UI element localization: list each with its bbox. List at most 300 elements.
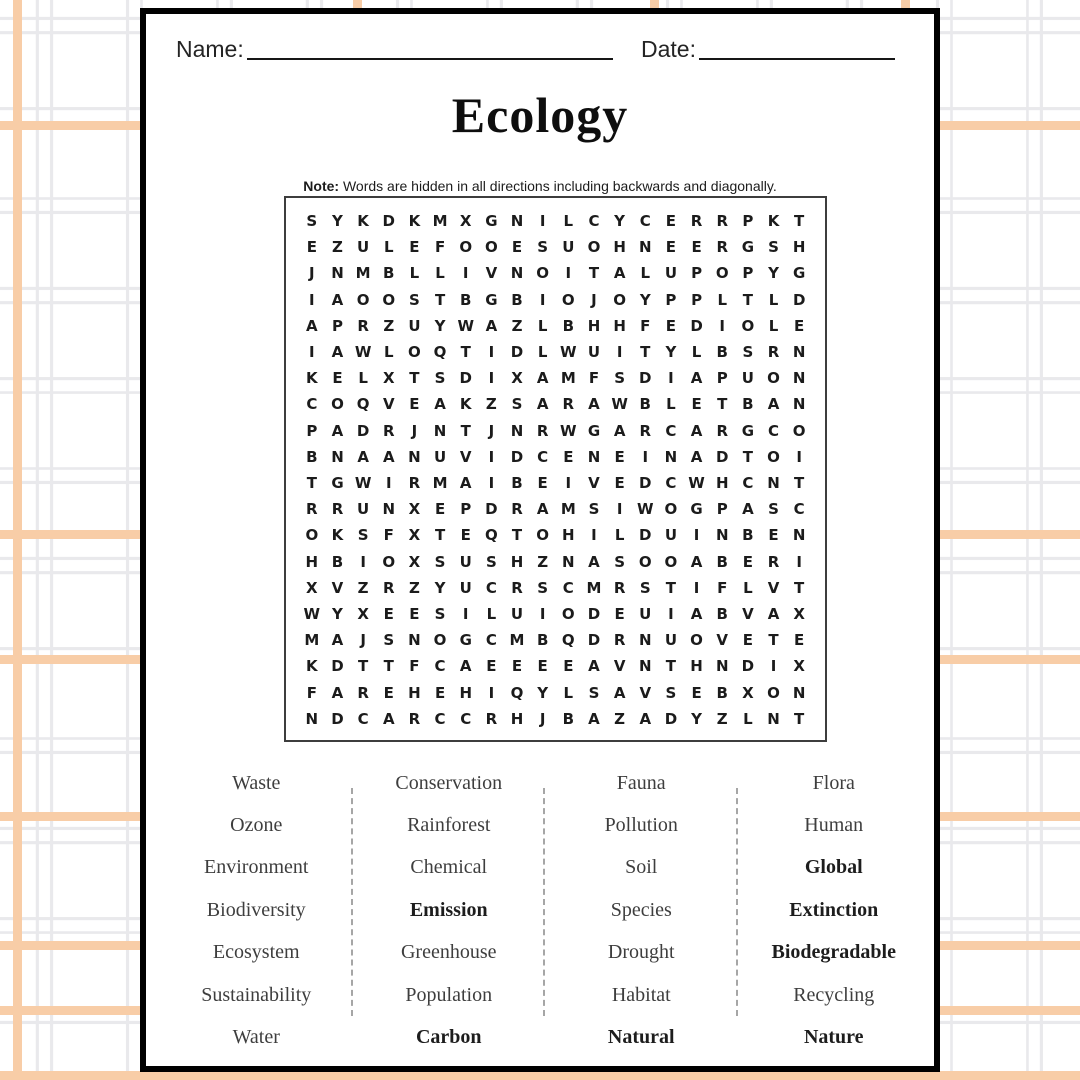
grid-letter: H [792, 238, 806, 257]
page-title: Ecology [451, 87, 629, 143]
grid-letter: E [794, 316, 805, 335]
word-list-item: Greenhouse [400, 941, 497, 964]
grid-letter: R [767, 552, 780, 571]
grid-letter: G [741, 238, 755, 257]
grid-letter: S [357, 526, 369, 545]
grid-letter: B [716, 552, 728, 571]
grid-letter: N [767, 709, 780, 728]
grid-letter: S [665, 683, 677, 702]
grid-letter: M [432, 474, 448, 493]
grid-letter: D [741, 657, 755, 676]
grid-letter: X [382, 369, 395, 388]
grid-letter: A [331, 683, 344, 702]
grid-letter: K [357, 212, 369, 231]
grid-letter: U [510, 605, 524, 624]
grid-letter: P [742, 212, 754, 231]
grid-letter: F [588, 369, 600, 388]
grid-letter: E [332, 369, 343, 388]
grid-letter: A [690, 552, 703, 571]
worksheet-page [140, 8, 940, 1072]
word-column [353, 762, 546, 1059]
word-list-item: Chemical [410, 856, 488, 879]
grid-letter: V [588, 474, 600, 493]
grid-letter: N [382, 500, 396, 519]
grid-letter: N [408, 631, 421, 650]
grid-letter: P [716, 369, 728, 388]
word-column [545, 762, 738, 1059]
grid-letter: K [331, 526, 344, 545]
grid-letter: T [717, 395, 728, 414]
word-column-separator [543, 788, 545, 1016]
grid-letter: O [305, 526, 319, 545]
grid-letter: I [488, 369, 495, 388]
grid-letter: E [434, 500, 446, 519]
grid-letter: Q [561, 631, 575, 650]
grid-letter: T [794, 578, 805, 597]
grid-letter: N [510, 421, 524, 440]
grid-letter: C [357, 709, 369, 728]
grid-letter: I [565, 474, 572, 493]
grid-letter: B [383, 264, 395, 283]
grid-letter: J [411, 421, 418, 440]
grid-letter: E [614, 474, 625, 493]
grid-letter: I [309, 343, 315, 362]
word-list-item: Species [610, 898, 672, 921]
grid-letter: U [664, 264, 677, 283]
grid-letter: U [664, 631, 677, 650]
grid-letter: O [715, 264, 729, 283]
word-list-item: Water [232, 1026, 280, 1049]
grid-letter: D [459, 369, 472, 388]
grid-letter: S [485, 552, 497, 571]
grid-letter: U [562, 238, 575, 257]
grid-letter: E [563, 657, 574, 676]
grid-letter: E [691, 395, 702, 414]
grid-letter: C [460, 709, 472, 728]
grid-letter: W [354, 343, 372, 362]
grid-letter: R [716, 212, 728, 231]
grid-letter: U [459, 552, 472, 571]
grid-letter: I [488, 474, 495, 493]
grid-letter: L [768, 290, 779, 309]
grid-letter: I [539, 290, 546, 309]
grid-letter: S [768, 500, 779, 519]
grid-letter: J [488, 421, 495, 440]
grid-letter: I [385, 474, 392, 493]
grid-letter: X [306, 578, 318, 597]
note-body: Words are hidden in all directions including backwards and diagonally. [342, 178, 777, 194]
grid-letter: G [485, 290, 498, 309]
grid-letter: D [382, 212, 395, 231]
grid-letter: A [588, 395, 600, 414]
grid-letter: B [562, 316, 575, 335]
header-row [176, 36, 895, 63]
grid-letter: R [639, 421, 652, 440]
word-list-item: Flora [812, 771, 855, 794]
grid-letter: N [792, 526, 806, 545]
grid-letter: T [640, 343, 651, 362]
grid-letter: B [536, 631, 549, 650]
grid-letter: Z [716, 709, 728, 728]
grid-letter: E [768, 526, 779, 545]
grid-letter: G [793, 264, 806, 283]
grid-letter: K [306, 657, 318, 676]
grid-letter: V [382, 395, 395, 414]
grid-letter: D [510, 343, 524, 362]
grid-letter: Z [357, 578, 369, 597]
grid-letter: B [742, 526, 754, 545]
grid-letter: R [485, 709, 498, 728]
grid-letter: C [742, 474, 754, 493]
grid-letter: B [639, 395, 651, 414]
grid-letter: S [409, 290, 420, 309]
grid-letter: G [331, 474, 344, 493]
word-list-item: Carbon [415, 1026, 482, 1049]
grid-letter: L [537, 343, 548, 362]
grid-letter: G [690, 500, 703, 519]
word-list-item: Drought [607, 941, 675, 964]
grid-letter: S [588, 683, 600, 702]
word-list-item: Recycling [793, 983, 875, 1006]
word-list-item: Ozone [230, 814, 283, 837]
word-list-item: Biodegradable [771, 941, 896, 964]
grid-letter: M [560, 500, 576, 519]
grid-letter: E [691, 238, 702, 257]
grid-letter: G [485, 212, 498, 231]
grid-letter: A [613, 264, 626, 283]
grid-letter: R [511, 500, 523, 519]
grid-letter: X [357, 605, 369, 624]
grid-letter: N [331, 447, 344, 466]
grid-letter: N [510, 212, 524, 231]
grid-letter: C [562, 578, 574, 597]
grid-letter: D [664, 709, 678, 728]
grid-letter: B [511, 290, 523, 309]
grid-letter: S [588, 500, 600, 519]
grid-letter: F [306, 683, 317, 702]
grid-letter: O [382, 552, 396, 571]
word-column-separator [351, 788, 353, 1016]
grid-letter: P [742, 264, 754, 283]
grid-letter: M [509, 631, 525, 650]
grid-letter: C [485, 578, 497, 597]
grid-letter: C [793, 500, 805, 519]
grid-letter: A [639, 709, 652, 728]
grid-letter: U [639, 605, 652, 624]
grid-letter: T [409, 369, 420, 388]
word-list-item: Pollution [604, 814, 678, 837]
grid-letter: M [432, 212, 448, 231]
grid-letter: W [611, 395, 628, 414]
grid-letter: N [587, 447, 601, 466]
grid-letter: K [767, 212, 780, 231]
grid-letter: P [716, 500, 728, 519]
grid-letter: A [536, 395, 549, 414]
grid-letter: R [382, 578, 395, 597]
grid-letter: P [331, 316, 343, 335]
word-list-item: Environment [204, 856, 309, 879]
grid-letter: D [639, 526, 652, 545]
grid-letter: D [356, 421, 370, 440]
grid-letter: N [638, 657, 652, 676]
name-label: Name: [176, 36, 244, 62]
grid-letter: W [457, 316, 474, 335]
grid-letter: O [536, 264, 550, 283]
grid-letter: E [742, 631, 753, 650]
grid-letter: I [360, 552, 366, 571]
grid-letter: O [382, 290, 396, 309]
grid-letter: A [382, 709, 395, 728]
grid-letter: F [409, 657, 420, 676]
grid-letter: S [434, 552, 446, 571]
grid-letter: H [510, 552, 524, 571]
grid-letter: Z [332, 238, 343, 257]
grid-letter: W [560, 343, 577, 362]
grid-letter: A [613, 683, 626, 702]
grid-letter: E [460, 526, 471, 545]
grid-letter: E [409, 395, 420, 414]
grid-letter: N [792, 395, 806, 414]
grid-letter: E [383, 605, 394, 624]
grid-letter: V [331, 578, 344, 597]
word-list-item: Ecosystem [212, 941, 300, 964]
grid-letter: N [331, 264, 344, 283]
grid-letter: U [741, 369, 754, 388]
grid-letter: R [306, 500, 318, 519]
grid-letter: D [715, 447, 729, 466]
grid-letter: O [638, 552, 652, 571]
grid-letter: E [511, 238, 523, 257]
grid-letter: I [488, 683, 495, 702]
date-label: Date: [641, 36, 696, 62]
grid-letter: O [561, 290, 575, 309]
grid-letter: T [358, 657, 369, 676]
grid-letter: C [665, 421, 677, 440]
grid-letter: T [460, 343, 471, 362]
grid-letter: A [434, 395, 446, 414]
grid-letter: D [690, 316, 703, 335]
grid-letter: E [691, 683, 702, 702]
grid-letter: U [357, 500, 370, 519]
grid-letter: U [433, 447, 447, 466]
grid-letter: W [560, 421, 577, 440]
grid-letter: T [794, 709, 805, 728]
grid-letter: Z [485, 395, 497, 414]
grid-letter: N [638, 238, 652, 257]
grid-letter: L [563, 212, 574, 231]
grid-letter: R [562, 395, 575, 414]
grid-letter: D [639, 369, 652, 388]
grid-letter: U [587, 343, 601, 362]
grid-letter: E [537, 474, 548, 493]
grid-letter: S [434, 369, 446, 388]
grid-letter: S [511, 395, 523, 414]
grid-letter: I [591, 526, 597, 545]
grid-letter: Z [537, 552, 549, 571]
grid-letter: R [690, 212, 703, 231]
grid-letter: E [434, 683, 446, 702]
grid-letter: O [331, 395, 344, 414]
grid-letter: Y [639, 290, 651, 309]
grid-letter: R [357, 316, 369, 335]
grid-letter: S [383, 631, 395, 650]
grid-letter: T [383, 657, 394, 676]
grid-letter: E [511, 657, 523, 676]
grid-letter: I [488, 447, 495, 466]
grid-letter: E [665, 212, 677, 231]
grid-letter: Y [332, 212, 343, 231]
grid-letter: C [306, 395, 318, 414]
grid-letter: L [435, 264, 445, 283]
grid-letter: V [485, 264, 498, 283]
grid-letter: T [588, 264, 600, 283]
grid-letter: I [770, 657, 777, 676]
grid-letter: T [665, 657, 677, 676]
grid-letter: A [588, 657, 600, 676]
grid-letter: E [614, 605, 625, 624]
grid-letter: Q [510, 683, 524, 702]
grid-letter: B [331, 552, 344, 571]
grid-letter: D [639, 474, 652, 493]
grid-letter: D [587, 605, 601, 624]
grid-letter: I [565, 264, 572, 283]
grid-letter: S [614, 369, 626, 388]
grid-letter: S [306, 212, 318, 231]
grid-letter: A [690, 447, 703, 466]
grid-letter: V [639, 683, 652, 702]
grid-letter: A [485, 316, 498, 335]
note-prefix: Note: [303, 178, 340, 194]
grid-letter: S [768, 238, 779, 257]
instructions-note [146, 178, 934, 194]
grid-letter: C [639, 212, 651, 231]
grid-letter: R [767, 343, 780, 362]
grid-letter: A [331, 290, 344, 309]
grid-letter: H [715, 474, 729, 493]
grid-letter: O [587, 238, 601, 257]
grid-letter: T [794, 474, 805, 493]
grid-letter: X [408, 552, 421, 571]
grid-letter: I [616, 500, 623, 519]
grid-letter: B [742, 395, 754, 414]
grid-letter: J [309, 264, 315, 283]
grid-letter: A [459, 657, 472, 676]
grid-letter: W [636, 500, 654, 519]
grid-letter: H [587, 316, 601, 335]
grid-letter: O [561, 605, 575, 624]
grid-letter: E [486, 657, 497, 676]
grid-letter: L [640, 264, 651, 283]
letter-grid [284, 196, 827, 742]
grid-letter: M [560, 369, 576, 388]
grid-letter: I [309, 290, 315, 309]
grid-letter: I [462, 605, 469, 624]
grid-letter: C [485, 631, 497, 650]
grid-letter: M [304, 631, 320, 650]
grid-letter: H [459, 683, 472, 702]
grid-letter: A [613, 421, 626, 440]
grid-letter: I [539, 605, 546, 624]
grid-letter: L [486, 605, 497, 624]
grid-letter: Y [434, 578, 446, 597]
grid-letter: B [306, 447, 318, 466]
grid-letter: T [742, 290, 753, 309]
grid-letter: L [614, 526, 625, 545]
grid-letter: L [383, 343, 394, 362]
grid-letter: N [792, 369, 806, 388]
grid-letter: M [586, 578, 602, 597]
grid-letter: Q [433, 343, 447, 362]
grid-letter: E [537, 657, 548, 676]
grid-letter: O [356, 290, 370, 309]
grid-letter: D [331, 657, 344, 676]
grid-letter: O [408, 343, 421, 362]
grid-letter: N [510, 264, 524, 283]
word-list-item: Natural [607, 1026, 675, 1049]
grid-letter: B [716, 683, 728, 702]
grid-letter: N [562, 552, 575, 571]
grid-letter: C [665, 474, 677, 493]
word-list-item: Human [804, 814, 864, 837]
word-list-item: Population [405, 983, 493, 1006]
grid-letter: Q [484, 526, 498, 545]
grid-letter: R [357, 683, 369, 702]
grid-letter: I [796, 552, 802, 571]
grid-letter: H [690, 657, 703, 676]
grid-letter: R [382, 421, 395, 440]
grid-letter: Y [537, 683, 549, 702]
grid-letter: Z [408, 578, 420, 597]
grid-letter: N [792, 683, 806, 702]
grid-letter: A [588, 709, 600, 728]
word-list-item: Habitat [611, 983, 671, 1006]
grid-letter: E [794, 631, 805, 650]
grid-letter: K [408, 212, 421, 231]
grid-letter: I [539, 212, 546, 231]
grid-letter: L [768, 316, 779, 335]
grid-letter: H [510, 709, 524, 728]
grid-letter: L [743, 709, 753, 728]
grid-letter: R [716, 238, 728, 257]
word-list-item: Sustainability [201, 983, 312, 1006]
grid-letter: S [537, 578, 549, 597]
grid-letter: R [511, 578, 523, 597]
grid-letter: A [690, 605, 703, 624]
name-blank-line [247, 56, 613, 60]
grid-letter: O [613, 290, 626, 309]
grid-letter: Z [614, 709, 626, 728]
grid-letter: C [537, 447, 549, 466]
grid-letter: A [767, 395, 780, 414]
grid-letter: E [409, 605, 420, 624]
grid-letter: X [793, 657, 805, 676]
grid-letter: A [767, 605, 780, 624]
grid-letter: V [767, 578, 780, 597]
grid-letter: O [690, 631, 703, 650]
grid-letter: T [511, 526, 523, 545]
grid-letter: A [690, 369, 703, 388]
grid-letter: T [434, 526, 446, 545]
grid-letter: O [484, 238, 498, 257]
grid-letter: L [691, 343, 702, 362]
grid-letter: J [591, 290, 597, 309]
grid-letter: I [462, 264, 469, 283]
grid-letter: B [716, 343, 728, 362]
grid-letter: U [664, 526, 677, 545]
grid-letter: I [693, 526, 700, 545]
grid-letter: O [459, 238, 473, 257]
grid-letter: L [563, 683, 574, 702]
